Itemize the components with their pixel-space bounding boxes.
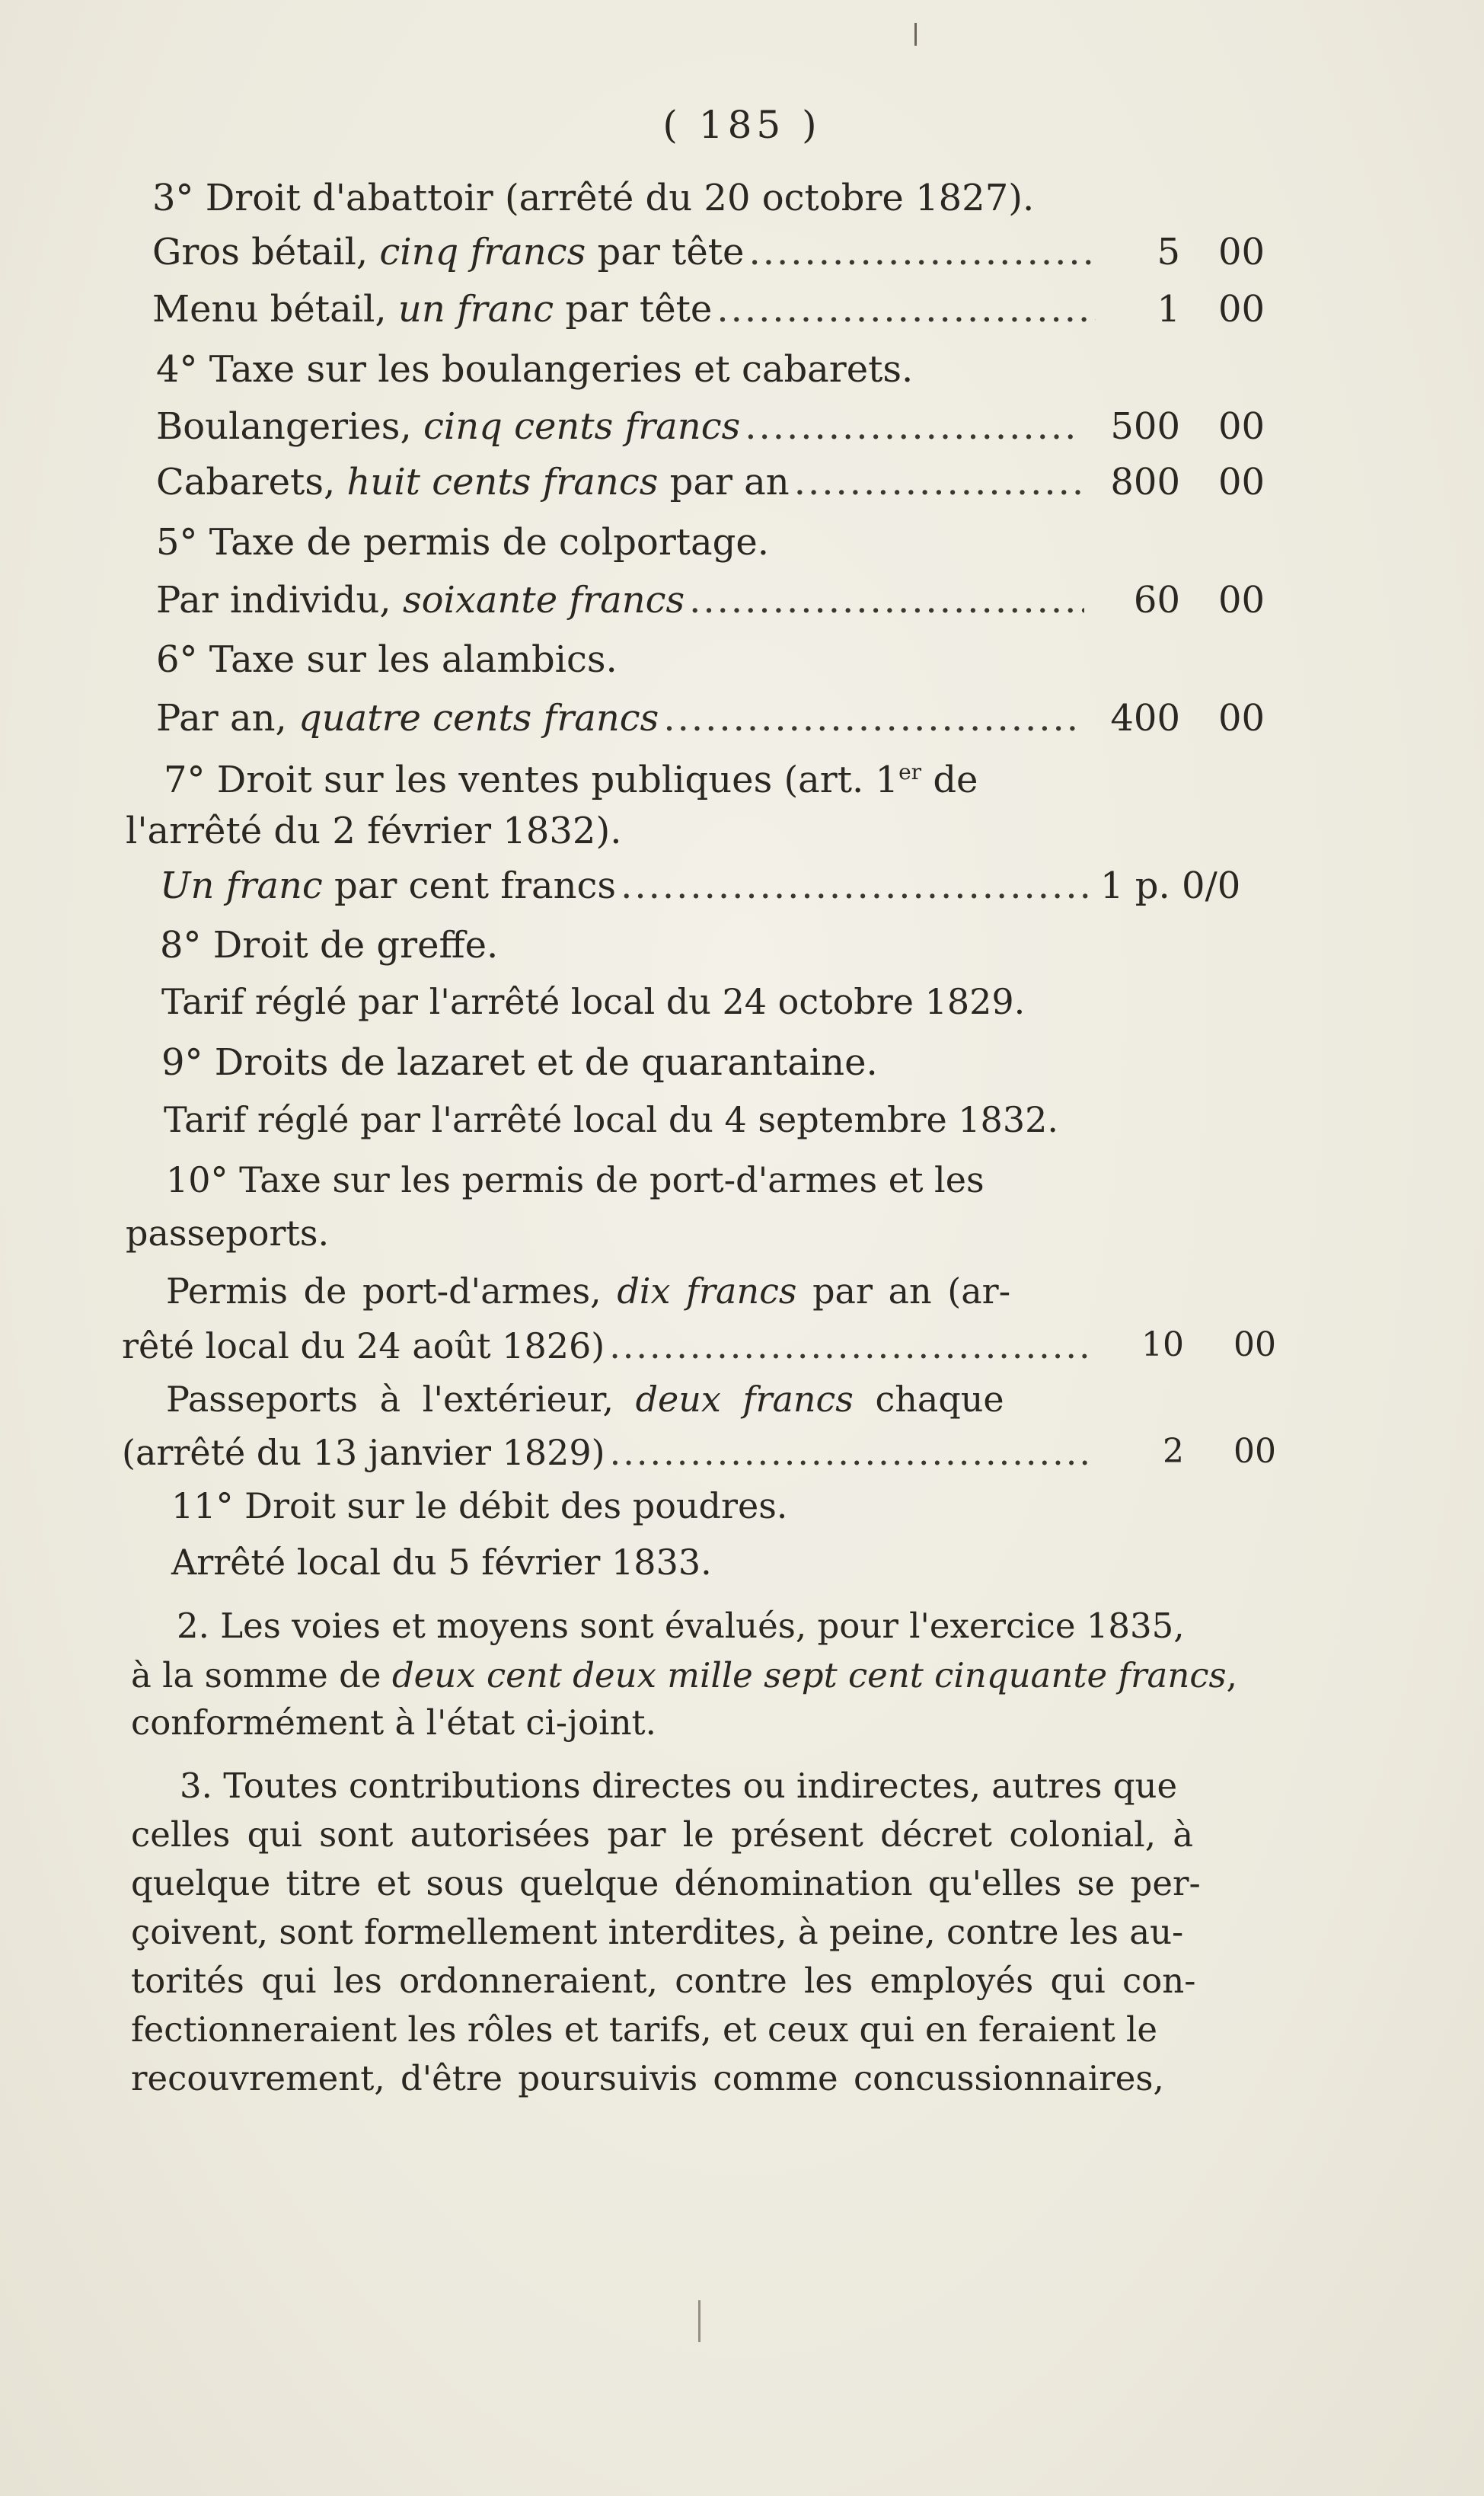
article-2-line: conformément à l'état ci-joint. [131,1702,656,1743]
article-3-line: recouvrement, d'être poursuivis comme concussionnaires, [131,2058,1164,2098]
amount: 2 [1163,1432,1184,1471]
section-4-title: 4° Taxe sur les boulangeries et cabarets. [156,348,914,391]
section-6-title: 6° Taxe sur les alambics. [156,638,618,681]
amount: 400 [1110,697,1180,740]
section-9-text: Tarif réglé par l'arrêté local du 4 septembre 1832. [164,1099,1058,1140]
section-8-text: Tarif réglé par l'arrêté local du 24 octobre 1829. [161,981,1026,1022]
cents: 00 [1218,288,1265,331]
tariff-row: Par an, quatre cents francs ..... [156,697,1085,740]
amount: 1 [1157,288,1180,331]
leader-dots [745,405,1080,448]
leader-dots [716,288,1096,331]
article-3-line: quelque titre et sous quelque dénomination qu'elles se per- [131,1863,1201,1903]
section-7-title: 7° Droit sur les ventes publiques (art. 1er de [164,759,978,801]
article-3-line: celles qui sont autorisées par le présent décret colonial, à [131,1814,1194,1855]
leader-dots [748,231,1096,273]
section-11-text: Arrêté local du 5 février 1833. [171,1542,712,1583]
scan-mark [698,2300,701,2342]
tariff-row: Menu bétail, un franc par tête ..... [152,288,1100,331]
tariff-row: Cabarets, huit cents francs par an ..... [156,461,1085,503]
amount: 800 [1110,461,1180,503]
section-11-title: 11° Droit sur le débit des poudres. [171,1485,788,1526]
amount: 5 [1157,231,1180,273]
tariff-row-text: Permis de port-d'armes, dix francs par an (ar- [166,1270,1011,1312]
leader-dots [794,461,1080,503]
cents: 00 [1218,697,1265,740]
amount: 500 [1110,405,1180,448]
section-5-title: 5° Taxe de permis de colportage. [156,521,770,564]
tariff-row: Gros bétail, cinq francs par tête ..... [152,231,1100,273]
leader-dots [621,864,1088,907]
section-10-title-continued: passeports. [126,1213,330,1254]
leader-dots [663,697,1080,740]
section-7-title-continued: l'arrêté du 2 février 1832). [126,810,622,852]
leader-dots [609,1325,1088,1366]
tariff-row: Un franc par cent francs ..... [160,864,1093,907]
cents: 00 [1233,1325,1276,1364]
section-3-title: 3° Droit d'abattoir (arrêté du 20 octobre 1827). [152,177,1035,219]
tariff-row: (arrêté du 13 janvier 1829) ..... [122,1432,1093,1473]
cents: 00 [1218,405,1265,448]
section-8-title: 8° Droit de greffe. [160,924,499,967]
leader-dots [689,579,1084,622]
leader-dots [610,1432,1088,1473]
amount: 1 p. 0/0 [1100,864,1241,907]
article-3-line: torités qui les ordonneraient, contre les employés qui con- [131,1961,1196,2001]
tariff-row: rêté local du 24 août 1826) ..... [122,1325,1093,1366]
tariff-row: Par individu, soixante francs ..... [156,579,1089,622]
scan-mark [914,23,917,46]
article-3-line: fectionneraient les rôles et tarifs, et ceux qui en feraient le [131,2009,1157,2050]
cents: 00 [1233,1432,1276,1471]
section-10-title: 10° Taxe sur les permis de port-d'armes et les [166,1159,985,1200]
section-9-title: 9° Droits de lazaret et de quarantaine. [161,1041,878,1084]
tariff-row: Boulangeries, cinq cents francs ..... [156,405,1085,448]
cents: 00 [1218,461,1265,503]
cents: 00 [1218,579,1265,622]
tariff-row-text: Passeports à l'extérieur, deux francs chaque [166,1379,1004,1420]
amount: 10 [1141,1325,1184,1364]
amount: 60 [1133,579,1180,622]
page-number: ( 185 ) [662,103,822,147]
article-2-line: à la somme de deux cent deux mille sept cent cinquante francs, [131,1655,1237,1695]
article-3-line: 3. Toutes contributions directes ou indirectes, autres que [180,1766,1178,1806]
cents: 00 [1218,231,1265,273]
article-2-line: 2. Les voies et moyens sont évalués, pour l'exercice 1835, [177,1606,1185,1646]
article-3-line: çoivent, sont formellement interdites, à peine, contre les au- [131,1912,1184,1952]
